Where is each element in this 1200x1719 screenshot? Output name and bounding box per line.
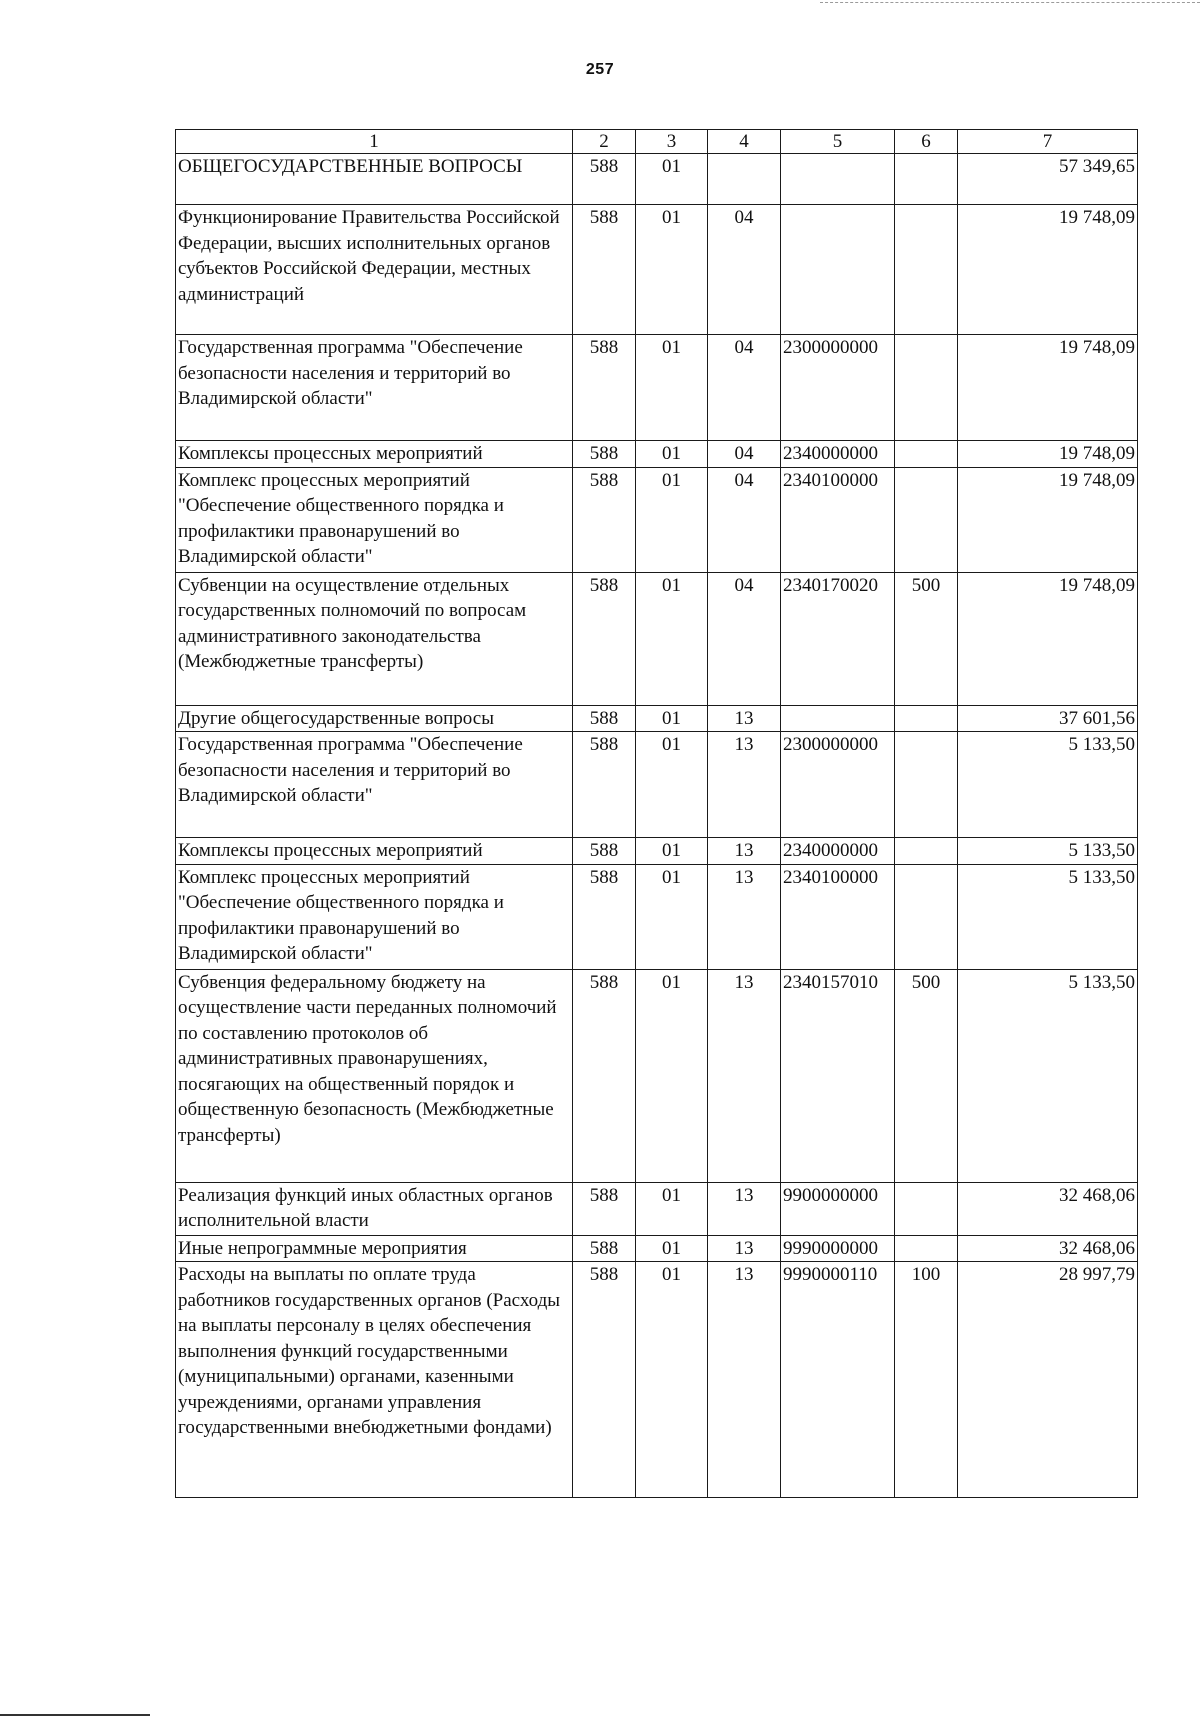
table-row xyxy=(176,441,1138,468)
row-code: 588 xyxy=(573,467,636,572)
row-code: 588 xyxy=(573,335,636,441)
row-expense-type: 500 xyxy=(895,969,958,1182)
column-header-5: 5 xyxy=(781,130,895,154)
table-row xyxy=(176,838,1138,865)
table-row xyxy=(176,205,1138,335)
row-code: 588 xyxy=(573,572,636,705)
row-expense-type: 500 xyxy=(895,572,958,705)
row-subsection: 13 xyxy=(708,732,781,838)
row-subsection: 13 xyxy=(708,838,781,865)
row-section: 01 xyxy=(636,154,708,205)
table-row xyxy=(176,732,1138,838)
row-subsection: 13 xyxy=(708,1262,781,1498)
row-code: 588 xyxy=(573,705,636,732)
row-subsection: 13 xyxy=(708,1235,781,1262)
bottom-scan-rule xyxy=(0,1714,150,1716)
table-row xyxy=(176,705,1138,732)
row-name: Комплекс процессных мероприятий "Обеспечение общественного порядка и профилактики правонарушений во Владимирской области" xyxy=(176,864,573,969)
row-expense-type xyxy=(895,205,958,335)
row-name: Субвенция федеральному бюджету на осуществление части переданных полномочий по составлению протоколов об административных правонарушениях, посягающих на общественный порядок и общественную безопасность (Межбюджетные трансферты) xyxy=(176,969,573,1182)
table-row xyxy=(176,969,1138,1182)
row-expense-type xyxy=(895,732,958,838)
row-name: Субвенции на осуществление отдельных государственных полномочий по вопросам административного законодательства (Межбюджетные трансферты) xyxy=(176,572,573,705)
row-expense-type xyxy=(895,441,958,468)
column-header-7: 7 xyxy=(958,130,1138,154)
row-amount: 5 133,50 xyxy=(958,838,1138,865)
row-code: 588 xyxy=(573,441,636,468)
row-section: 01 xyxy=(636,441,708,468)
row-section: 01 xyxy=(636,838,708,865)
row-name: Государственная программа "Обеспечение безопасности населения и территорий во Владимирской области" xyxy=(176,335,573,441)
row-target-item xyxy=(781,205,895,335)
row-code: 588 xyxy=(573,838,636,865)
row-name: Комплекс процессных мероприятий "Обеспечение общественного порядка и профилактики правонарушений во Владимирской области" xyxy=(176,467,573,572)
row-section: 01 xyxy=(636,1235,708,1262)
row-section: 01 xyxy=(636,572,708,705)
table-row xyxy=(176,335,1138,441)
row-amount: 28 997,79 xyxy=(958,1262,1138,1498)
row-subsection: 13 xyxy=(708,705,781,732)
column-header-2: 2 xyxy=(573,130,636,154)
row-amount: 5 133,50 xyxy=(958,732,1138,838)
row-code: 588 xyxy=(573,1182,636,1235)
top-scan-rule xyxy=(820,2,1200,3)
column-header-1: 1 xyxy=(176,130,573,154)
row-amount: 19 748,09 xyxy=(958,441,1138,468)
row-target-item: 2340170020 xyxy=(781,572,895,705)
row-name: Функционирование Правительства Российской Федерации, высших исполнительных органов субъектов Российской Федерации, местных администраций xyxy=(176,205,573,335)
row-expense-type: 100 xyxy=(895,1262,958,1498)
row-target-item xyxy=(781,705,895,732)
row-name: Реализация функций иных областных органов исполнительной власти xyxy=(176,1182,573,1235)
row-code: 588 xyxy=(573,969,636,1182)
row-expense-type xyxy=(895,705,958,732)
row-code: 588 xyxy=(573,732,636,838)
row-section: 01 xyxy=(636,1182,708,1235)
row-section: 01 xyxy=(636,705,708,732)
row-target-item: 9900000000 xyxy=(781,1182,895,1235)
row-subsection: 04 xyxy=(708,572,781,705)
row-code: 588 xyxy=(573,205,636,335)
table-row xyxy=(176,1182,1138,1235)
row-subsection: 13 xyxy=(708,969,781,1182)
row-expense-type xyxy=(895,864,958,969)
row-target-item: 2340000000 xyxy=(781,441,895,468)
table-row xyxy=(176,572,1138,705)
row-target-item: 2340157010 xyxy=(781,969,895,1182)
row-section: 01 xyxy=(636,1262,708,1498)
row-subsection: 04 xyxy=(708,335,781,441)
table-row xyxy=(176,467,1138,572)
row-amount: 32 468,06 xyxy=(958,1182,1138,1235)
row-amount: 5 133,50 xyxy=(958,864,1138,969)
table-row xyxy=(176,1235,1138,1262)
row-name: Государственная программа "Обеспечение безопасности населения и территорий во Владимирской области" xyxy=(176,732,573,838)
row-amount: 57 349,65 xyxy=(958,154,1138,205)
row-section: 01 xyxy=(636,335,708,441)
row-amount: 32 468,06 xyxy=(958,1235,1138,1262)
row-target-item: 9990000110 xyxy=(781,1262,895,1498)
table-row xyxy=(176,864,1138,969)
row-target-item: 2340100000 xyxy=(781,864,895,969)
table-row xyxy=(176,154,1138,205)
row-subsection: 04 xyxy=(708,441,781,468)
row-target-item xyxy=(781,154,895,205)
row-section: 01 xyxy=(636,864,708,969)
row-expense-type xyxy=(895,838,958,865)
row-expense-type xyxy=(895,335,958,441)
row-section: 01 xyxy=(636,732,708,838)
row-target-item: 2340000000 xyxy=(781,838,895,865)
row-amount: 19 748,09 xyxy=(958,572,1138,705)
row-target-item: 9990000000 xyxy=(781,1235,895,1262)
row-section: 01 xyxy=(636,969,708,1182)
row-name: Другие общегосударственные вопросы xyxy=(176,705,573,732)
row-amount: 19 748,09 xyxy=(958,205,1138,335)
table-header-row xyxy=(176,130,1138,154)
row-amount: 19 748,09 xyxy=(958,335,1138,441)
table-row xyxy=(176,1262,1138,1498)
row-code: 588 xyxy=(573,1235,636,1262)
column-header-3: 3 xyxy=(636,130,708,154)
row-code: 588 xyxy=(573,1262,636,1498)
budget-table xyxy=(175,129,1138,1498)
row-name: Иные непрограммные мероприятия xyxy=(176,1235,573,1262)
row-name: Комплексы процессных мероприятий xyxy=(176,441,573,468)
row-subsection: 13 xyxy=(708,864,781,969)
column-header-6: 6 xyxy=(895,130,958,154)
row-expense-type xyxy=(895,154,958,205)
row-target-item: 2300000000 xyxy=(781,335,895,441)
row-subsection xyxy=(708,154,781,205)
row-expense-type xyxy=(895,467,958,572)
row-name: Расходы на выплаты по оплате труда работников государственных органов (Расходы на выплаты персоналу в целях обеспечения выполнения функций государственными (муниципальными) органами, казенными учреждениями, органами управления государственными внебюджетными фондами) xyxy=(176,1262,573,1498)
row-amount: 5 133,50 xyxy=(958,969,1138,1182)
row-name: Комплексы процессных мероприятий xyxy=(176,838,573,865)
row-amount: 37 601,56 xyxy=(958,705,1138,732)
row-amount: 19 748,09 xyxy=(958,467,1138,572)
row-code: 588 xyxy=(573,864,636,969)
row-expense-type xyxy=(895,1235,958,1262)
row-section: 01 xyxy=(636,467,708,572)
row-subsection: 04 xyxy=(708,467,781,572)
row-section: 01 xyxy=(636,205,708,335)
row-name: ОБЩЕГОСУДАРСТВЕННЫЕ ВОПРОСЫ xyxy=(176,154,573,205)
row-expense-type xyxy=(895,1182,958,1235)
page-number: 257 xyxy=(585,61,615,78)
row-subsection: 04 xyxy=(708,205,781,335)
column-header-4: 4 xyxy=(708,130,781,154)
row-subsection: 13 xyxy=(708,1182,781,1235)
row-target-item: 2300000000 xyxy=(781,732,895,838)
row-target-item: 2340100000 xyxy=(781,467,895,572)
row-code: 588 xyxy=(573,154,636,205)
